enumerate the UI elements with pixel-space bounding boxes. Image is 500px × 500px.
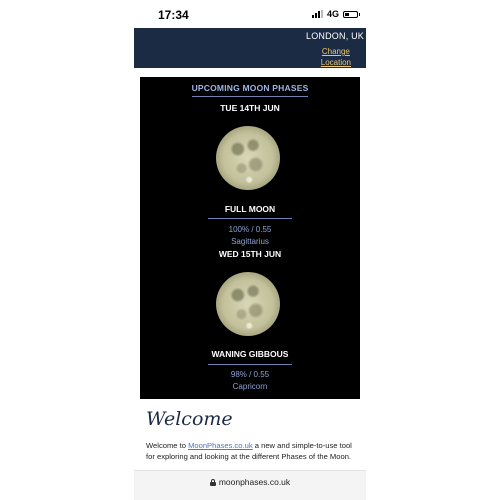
url-text[interactable]: moonphases.co.uk — [218, 477, 291, 487]
panel-title-divider — [192, 96, 308, 97]
signal-bars-icon — [312, 10, 323, 18]
panel-title: UPCOMING MOON PHASES — [191, 83, 309, 93]
url-display[interactable] — [134, 477, 366, 487]
lock-icon — [210, 479, 216, 486]
change-location-link[interactable]: Change Location — [320, 47, 351, 67]
phase-stats: 98% / 0.55 — [230, 370, 270, 379]
waning-gibbous-moon-image — [216, 272, 280, 336]
phase-date: WED 15TH JUN — [218, 249, 282, 259]
status-bar — [134, 0, 366, 28]
phone-screen — [134, 0, 366, 500]
status-time: 17:34 — [158, 8, 189, 22]
phase-divider — [208, 218, 292, 219]
location-name: LONDON, UK — [305, 31, 364, 41]
phase-date: TUE 14TH JUN — [220, 103, 280, 113]
welcome-paragraph — [146, 441, 360, 470]
welcome-text-body: a new and simple-to-use tool for exploring and looking at the different Phases of the Moon. — [146, 441, 352, 461]
phase-zodiac-sign: Sagittarius — [231, 237, 269, 246]
phase-divider — [208, 364, 292, 365]
browser-address-bar[interactable] — [134, 470, 366, 500]
full-moon-image — [216, 126, 280, 190]
phase-name: WANING GIBBOUS — [211, 349, 289, 359]
status-indicators — [312, 9, 358, 19]
phase-name: FULL MOON — [224, 204, 276, 214]
phase-zodiac-sign: Capricorn — [232, 382, 268, 391]
welcome-text-intro: Welcome to — [146, 441, 189, 450]
network-label: 4G — [326, 9, 339, 19]
site-header — [134, 28, 366, 68]
upcoming-phases-panel — [140, 77, 360, 399]
phase-stats: 100% / 0.55 — [228, 225, 272, 234]
battery-icon — [343, 11, 358, 18]
welcome-heading: Welcome — [146, 408, 233, 430]
moonphases-link[interactable]: MoonPhases.co.uk — [188, 441, 253, 450]
